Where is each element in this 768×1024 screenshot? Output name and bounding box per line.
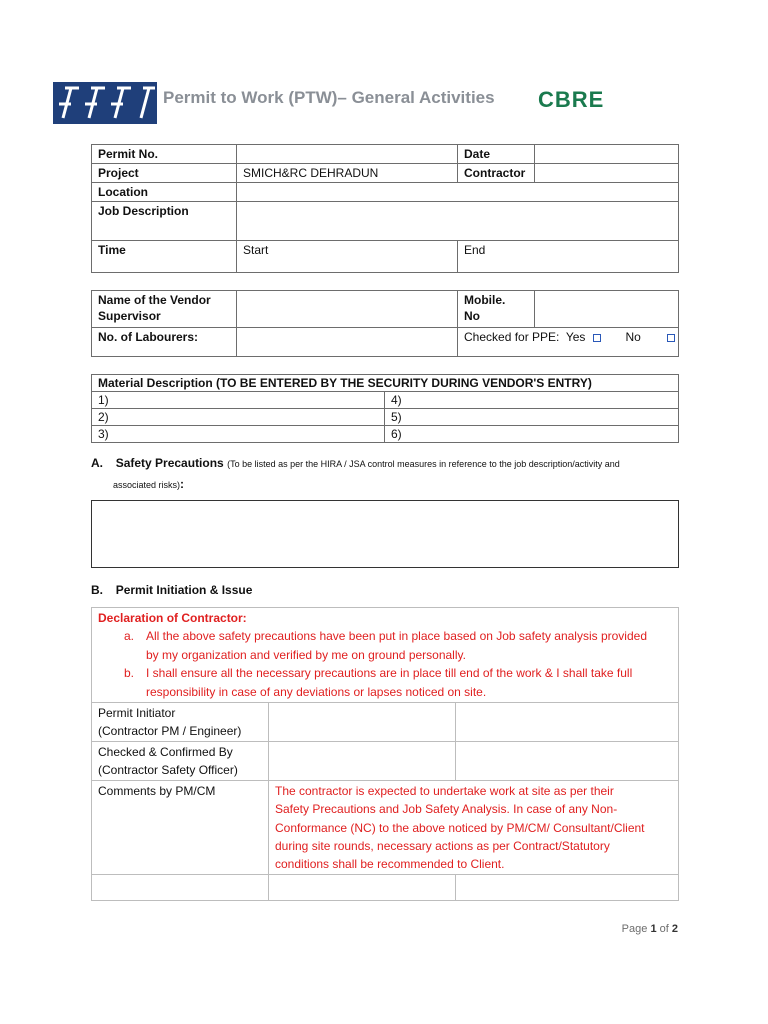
job-description-field[interactable] — [237, 202, 679, 241]
section-a-note-line1: (To be listed as per the HIRA / JSA control measures in reference to the job description/activity and — [227, 459, 620, 469]
date-field[interactable] — [535, 145, 679, 164]
location-field[interactable] — [237, 183, 679, 202]
checked-confirmed-label — [92, 742, 269, 781]
vendor-supervisor-label — [92, 291, 237, 328]
mobile-label — [458, 291, 535, 328]
labourers-field[interactable] — [237, 328, 458, 357]
ppe-yes-label: Yes — [565, 330, 586, 344]
mobile-label-line1: Mobile. — [464, 293, 506, 307]
permit-details-table — [91, 144, 679, 273]
material-description-table — [91, 374, 679, 443]
location-label: Location — [92, 183, 237, 202]
vendor-table — [91, 290, 679, 357]
section-a-title: Safety Precautions — [115, 456, 224, 470]
section-a-letter: A. — [91, 456, 103, 470]
section-a-note-line2-wrap — [113, 477, 184, 491]
permit-initiator-label — [92, 703, 269, 742]
declaration-item-b-line1: I shall ensure all the necessary precautions are in place till end of the work & I shall take full — [146, 666, 633, 680]
ppe-yes-checkbox[interactable] — [593, 334, 601, 342]
comments-line-2: Safety Precautions and Job Safety Analysis. In case of any Non- — [275, 802, 618, 817]
page-number — [622, 923, 678, 935]
declaration-item-a — [98, 627, 672, 664]
ppe-no-checkbox[interactable] — [667, 334, 675, 342]
mobile-label-line2: No — [464, 309, 480, 323]
start-time-field[interactable] — [237, 241, 458, 273]
permit-initiator-line1: Permit Initiator — [98, 706, 176, 720]
declaration-item-a-line2: by my organization and verified by me on ground personally. — [146, 647, 466, 662]
brand-logo: CBRE — [538, 87, 605, 112]
section-a-note-line2: associated risks) — [113, 480, 181, 490]
declaration-item-b-line2: responsibility in case of any deviations or lapses noticed on site. — [146, 684, 487, 699]
material-item-3[interactable]: 3) — [92, 426, 385, 443]
ppe-no-label: No — [625, 330, 641, 344]
material-table-header: Material Description (TO BE ENTERED BY THE SECURITY DURING VENDOR'S ENTRY) — [92, 375, 679, 392]
logo-mark-icon — [53, 82, 157, 124]
contractor-label: Contractor — [458, 164, 535, 183]
permit-no-label: Permit No. — [92, 145, 237, 164]
material-item-5[interactable]: 5) — [385, 409, 679, 426]
material-item-6[interactable]: 6) — [385, 426, 679, 443]
checked-confirmed-sign-field[interactable] — [456, 742, 679, 781]
page-current: 1 — [650, 923, 657, 935]
permit-initiator-sign-field[interactable] — [456, 703, 679, 742]
comments-text — [269, 781, 679, 875]
section-b-title: Permit Initiation & Issue — [115, 583, 253, 597]
section-a-heading — [91, 456, 681, 470]
vendor-supervisor-label-line2: Supervisor — [98, 309, 161, 323]
declaration-item-a-marker: a. — [124, 629, 135, 643]
comments-line-1: The contractor is expected to undertake work at site as per their — [275, 784, 614, 798]
project-label: Project — [92, 164, 237, 183]
comments-label: Comments by PM/CM — [92, 781, 269, 875]
job-description-label: Job Description — [92, 202, 237, 241]
company-logo — [53, 82, 157, 124]
footer-row-cell-3[interactable] — [456, 875, 679, 901]
checked-confirmed-line2: (Contractor Safety Officer) — [98, 763, 238, 777]
mobile-field[interactable] — [535, 291, 679, 328]
end-time-field[interactable] — [458, 241, 679, 273]
checked-confirmed-name-field[interactable] — [269, 742, 456, 781]
section-b-heading — [91, 583, 252, 597]
declaration-item-b — [98, 664, 672, 701]
labourers-label: No. of Labourers: — [92, 328, 237, 357]
project-field[interactable]: SMICH&RC DEHRADUN — [237, 164, 458, 183]
permit-initiation-table — [91, 607, 679, 901]
comments-line-4: during site rounds, necessary actions as per Contract/Statutory — [275, 838, 610, 853]
of-word: of — [659, 923, 669, 935]
ppe-label: Checked for PPE: — [464, 330, 560, 344]
date-label: Date — [458, 145, 535, 164]
section-b-letter: B. — [91, 583, 103, 597]
material-item-1[interactable]: 1) — [92, 392, 385, 409]
checked-confirmed-line1: Checked & Confirmed By — [98, 745, 233, 759]
page-total: 2 — [671, 923, 678, 935]
vendor-supervisor-label-line1: Name of the Vendor — [98, 293, 211, 307]
material-item-4[interactable]: 4) — [385, 392, 679, 409]
contractor-field[interactable] — [535, 164, 679, 183]
footer-row-cell-2[interactable] — [269, 875, 456, 901]
declaration-title: Declaration of Contractor: — [98, 611, 247, 625]
permit-initiator-name-field[interactable] — [269, 703, 456, 742]
page-word: Page — [621, 923, 648, 935]
vendor-supervisor-field[interactable] — [237, 291, 458, 328]
declaration-item-b-marker: b. — [124, 666, 135, 680]
start-label: Start — [243, 243, 269, 257]
declaration-item-a-line1: All the above safety precautions have been put in place based on Job safety analysis provided — [146, 629, 647, 643]
comments-line-5: conditions shall be recommended to Client. — [275, 857, 505, 872]
material-item-2[interactable]: 2) — [92, 409, 385, 426]
end-label: End — [464, 243, 486, 257]
section-a-colon: : — [180, 477, 185, 491]
document-title: Permit to Work (PTW)– General Activities — [163, 88, 495, 107]
safety-precautions-box[interactable] — [91, 500, 679, 568]
declaration-cell — [92, 608, 679, 703]
permit-initiator-line2: (Contractor PM / Engineer) — [98, 724, 242, 738]
comments-line-3: Conformance (NC) to the above noticed by PM/CM/ Consultant/Client — [275, 820, 645, 835]
permit-no-field[interactable] — [237, 145, 458, 164]
time-label: Time — [92, 241, 237, 273]
ppe-check-cell — [458, 328, 679, 357]
footer-row-cell-1[interactable] — [92, 875, 269, 901]
